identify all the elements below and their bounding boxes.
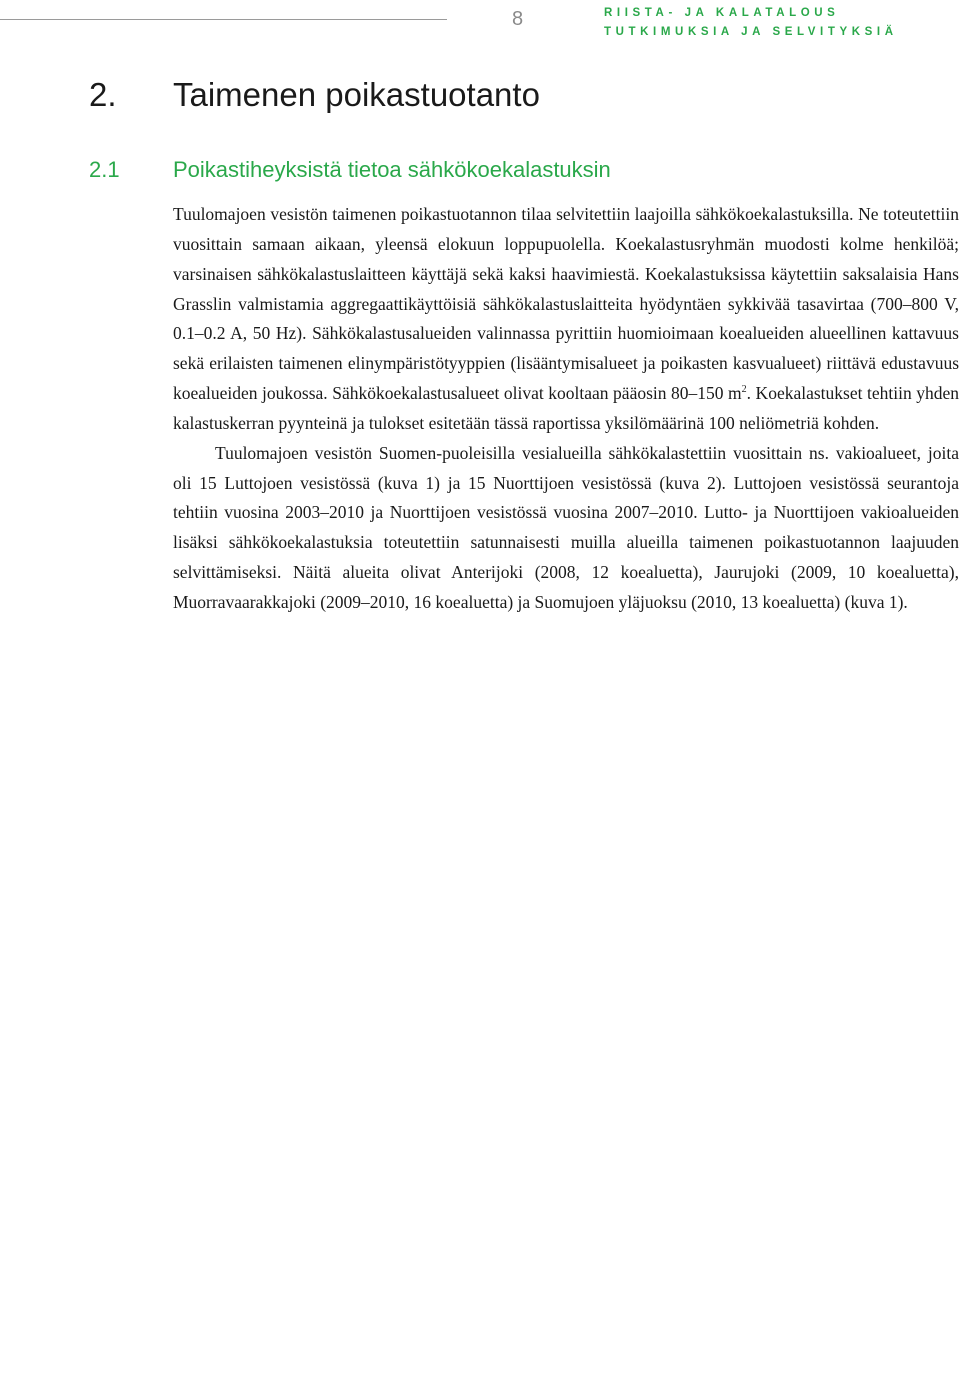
- paragraph-1-tail: . Koekalastukset tehtiin yhden kalastuskerran pyynteinä ja tulokset esitetään tässä raportissa yksilömäärinä 100 neliömetriä kohden.: [173, 383, 959, 433]
- series-title-line1: RIISTA- JA KALATALOUS: [604, 7, 840, 19]
- chapter-title: [89, 76, 540, 114]
- paragraph-2: Tuulomajoen vesistön Suomen-puoleisilla vesialueilla sähkökalastettiin vuosittain ns. vakioalueet, joita oli 15 Luttojoen vesistössä (kuva 1) ja 15 Nuorttijoen vesistössä (kuva 2). Luttojoen vesistössä seurantoja tehtiin vuosina 2003‒2010 ja Nuorttijoen vesistössä vuosina 2007‒2010. Lutto- ja Nuorttijoen vakioalueiden lisäksi sähkökoekalastuksia toteutettiin satunnaisesti muilla alueilla taimenen poikastuotannon laajuuden selvittämiseksi. Näitä alueita olivat Anterijoki (2008, 12 koealuetta), Jaurujoki (2009, 10 koealuetta), Muorravaarakkajoki (2009‒2010, 16 koealuetta) ja Suomujoen yläjuoksu (2010, 13 koealuetta) (kuva 1).: [173, 442, 959, 612]
- running-head: [604, 4, 898, 42]
- body-text: [173, 200, 959, 618]
- chapter-number: 2.: [89, 76, 117, 113]
- page-number: 8: [512, 8, 524, 30]
- paragraph-1-text: Tuulomajoen vesistön taimenen poikastuotannon tilaa selvitettiin laajoilla sähkökoekalastuksilla. Ne toteutettiin vuosittain samaan aikaan, yleensä elokuun loppupuolella. Koekalastusryhmän muodosti kolme henkilöä; varsinaisen sähkökalastuslaitteen käyttäjä sekä kaksi haavimiestä. Koekalastuksissa käytettiin saksalaisia Hans Grasslin valmistamia aggregaattikäyttöisiä sähkökalastuslaitteita hyödyntäen sykkivää tasavirtaa (700‒800 V, 0.1‒0.2 A, 50 Hz). Sähkökalastusalueiden valinnassa pyrittiin huomioimaan koealueiden alueellinen kattavuus sekä erilaisten taimenen elinympäristötyyppien (lisääntymisalueet ja poikasten kasvualueet) riittävä edustavuus koealueiden joukossa. Sähkökoekalastusalueet olivat kooltaan pääosin 80‒150 m: [173, 204, 959, 404]
- section-title-text: Poikastiheyksistä tietoa sähkökoekalastuksin: [173, 157, 611, 182]
- section-number: 2.1: [89, 157, 120, 182]
- header-rule: [0, 19, 447, 20]
- superscript: 2: [741, 384, 747, 396]
- section-title: [89, 157, 611, 183]
- series-title-line2: TUTKIMUKSIA JA SELVITYKSIÄ: [604, 26, 898, 38]
- paragraph-1: [173, 200, 959, 439]
- chapter-title-text: Taimenen poikastuotanto: [173, 76, 540, 113]
